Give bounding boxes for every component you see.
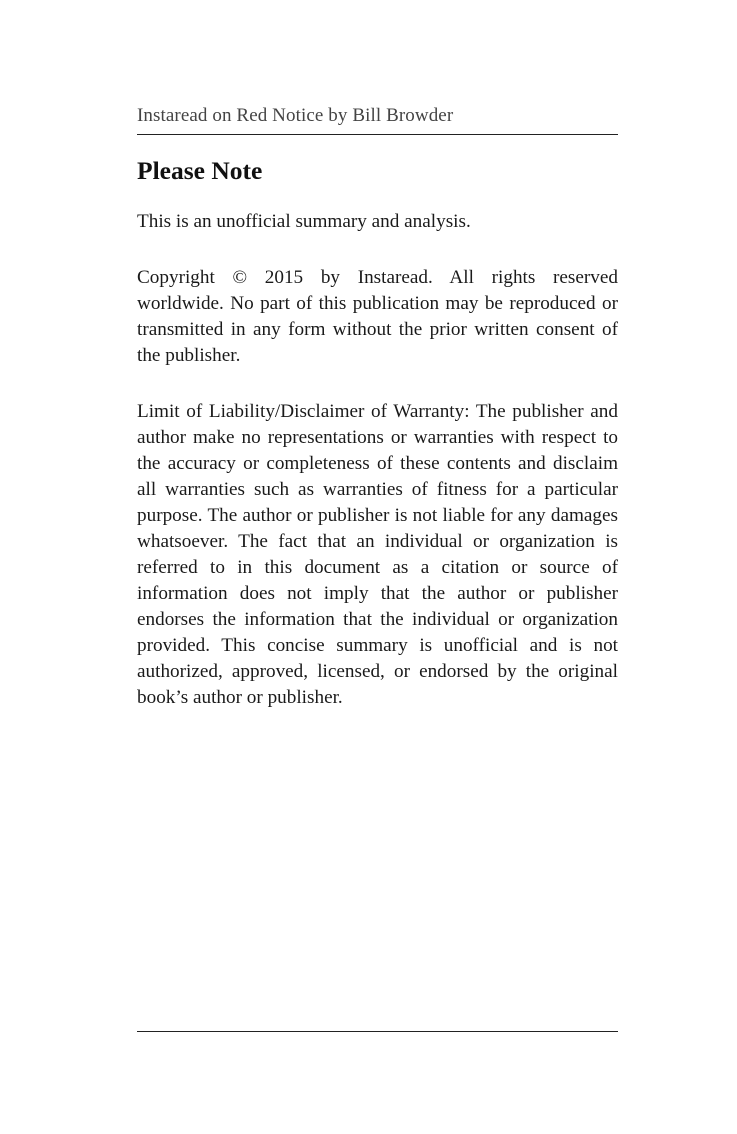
page-title: Please Note — [137, 156, 263, 185]
summary-note-paragraph: This is an unofficial summary and analysis. — [137, 211, 471, 232]
header-divider — [137, 134, 618, 135]
disclaimer-paragraph: Limit of Liability/Disclaimer of Warranty: The publisher and author make no representations or warranties with respect to the accuracy or completeness of these contents and disclaim all warranties such as warranties of fitness for a particular purpose. The author or publisher is not liable for any damages whatsoever. The fact that an individual or organization is referred to in this document as a citation or source of information does not imply that the author or publisher endorses the information that the individual or organization provided. This concise summary is unofficial and is not authorized, approved, licensed, or endorsed by the original book’s author or publisher. — [137, 401, 618, 708]
copyright-paragraph: Copyright © 2015 by Instaread. All rights reserved worldwide. No part of this publication may be reproduced or transmitted in any form without the prior written consent of the publisher. — [137, 267, 618, 366]
running-header: Instaread on Red Notice by Bill Browder — [137, 105, 454, 126]
footer-divider — [137, 1031, 618, 1032]
